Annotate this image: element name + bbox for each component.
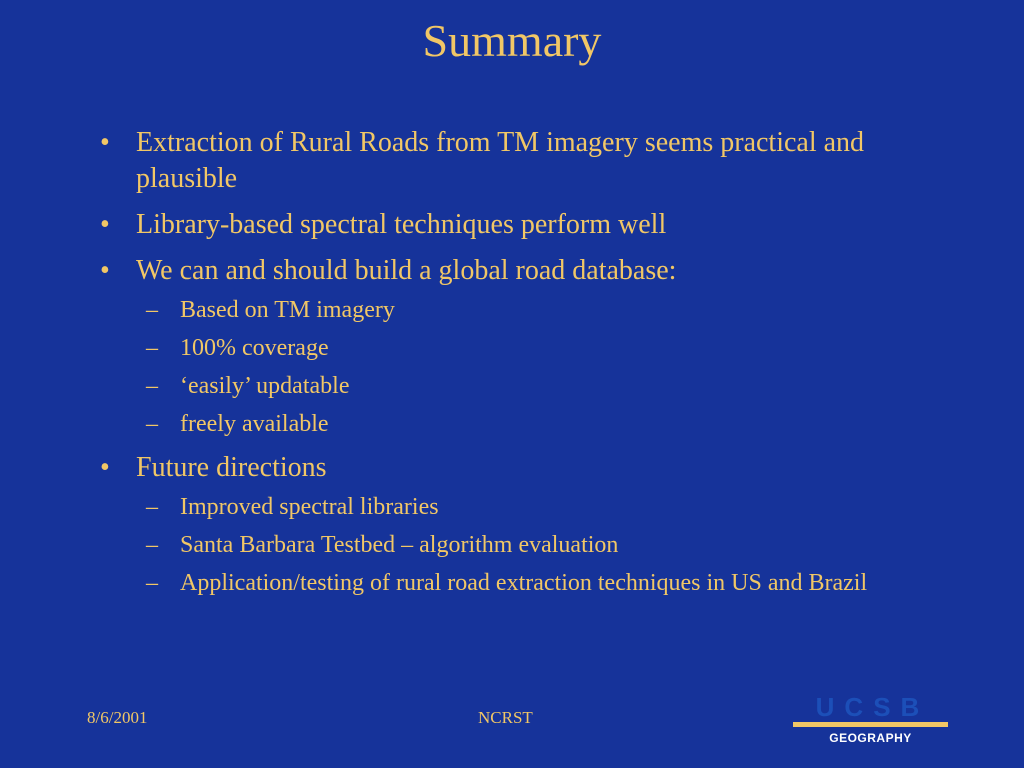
sub-bullet-list bbox=[136, 295, 956, 440]
sub-bullet-text: freely available bbox=[180, 411, 329, 437]
bullet-marker: • bbox=[100, 209, 110, 240]
ucsb-geography-logo bbox=[793, 693, 948, 753]
sub-bullet-item bbox=[136, 530, 956, 561]
sub-bullet-item bbox=[136, 333, 956, 364]
footer-center-label: NCRST bbox=[478, 708, 533, 727]
bullet-marker: • bbox=[100, 255, 110, 286]
bullet-item bbox=[96, 450, 956, 599]
logo-subtitle: GEOGRAPHY bbox=[829, 731, 912, 745]
logo-letters: UCSB bbox=[815, 692, 930, 722]
logo-divider bbox=[793, 722, 948, 727]
sub-bullet-item bbox=[136, 568, 956, 599]
sub-bullet-item bbox=[136, 409, 956, 440]
sub-bullet-item bbox=[136, 492, 956, 523]
sub-bullet-text: Application/testing of rural road extraction techniques in US and Brazil bbox=[180, 570, 868, 596]
bullet-item bbox=[96, 207, 956, 243]
bullet-text: Future directions bbox=[136, 452, 327, 483]
sub-bullet-list bbox=[136, 492, 956, 599]
sub-bullet-text: Improved spectral libraries bbox=[180, 494, 439, 520]
bullet-list bbox=[96, 125, 956, 609]
sub-bullet-text: Based on TM imagery bbox=[180, 297, 395, 323]
bullet-marker: • bbox=[100, 452, 110, 483]
footer-date: 8/6/2001 bbox=[87, 708, 148, 727]
dash-marker: – bbox=[146, 335, 158, 361]
bullet-item bbox=[96, 253, 956, 440]
slide-title: Summary bbox=[422, 15, 602, 66]
sub-bullet-text: ‘easily’ updatable bbox=[180, 373, 350, 399]
sub-bullet-text: Santa Barbara Testbed – algorithm evaluation bbox=[180, 532, 619, 558]
dash-marker: – bbox=[146, 532, 158, 558]
dash-marker: – bbox=[146, 373, 158, 399]
dash-marker: – bbox=[146, 570, 158, 596]
dash-marker: – bbox=[146, 411, 158, 437]
dash-marker: – bbox=[146, 494, 158, 520]
sub-bullet-text: 100% coverage bbox=[180, 335, 329, 361]
sub-bullet-item bbox=[136, 295, 956, 326]
sub-bullet-item bbox=[136, 371, 956, 402]
dash-marker: – bbox=[146, 297, 158, 323]
bullet-text: Extraction of Rural Roads from TM imagery seems practical and plausible bbox=[136, 127, 865, 194]
bullet-marker: • bbox=[100, 127, 110, 158]
bullet-text: We can and should build a global road database: bbox=[136, 255, 677, 286]
bullet-item bbox=[96, 125, 956, 197]
bullet-text: Library-based spectral techniques perform well bbox=[136, 209, 667, 240]
